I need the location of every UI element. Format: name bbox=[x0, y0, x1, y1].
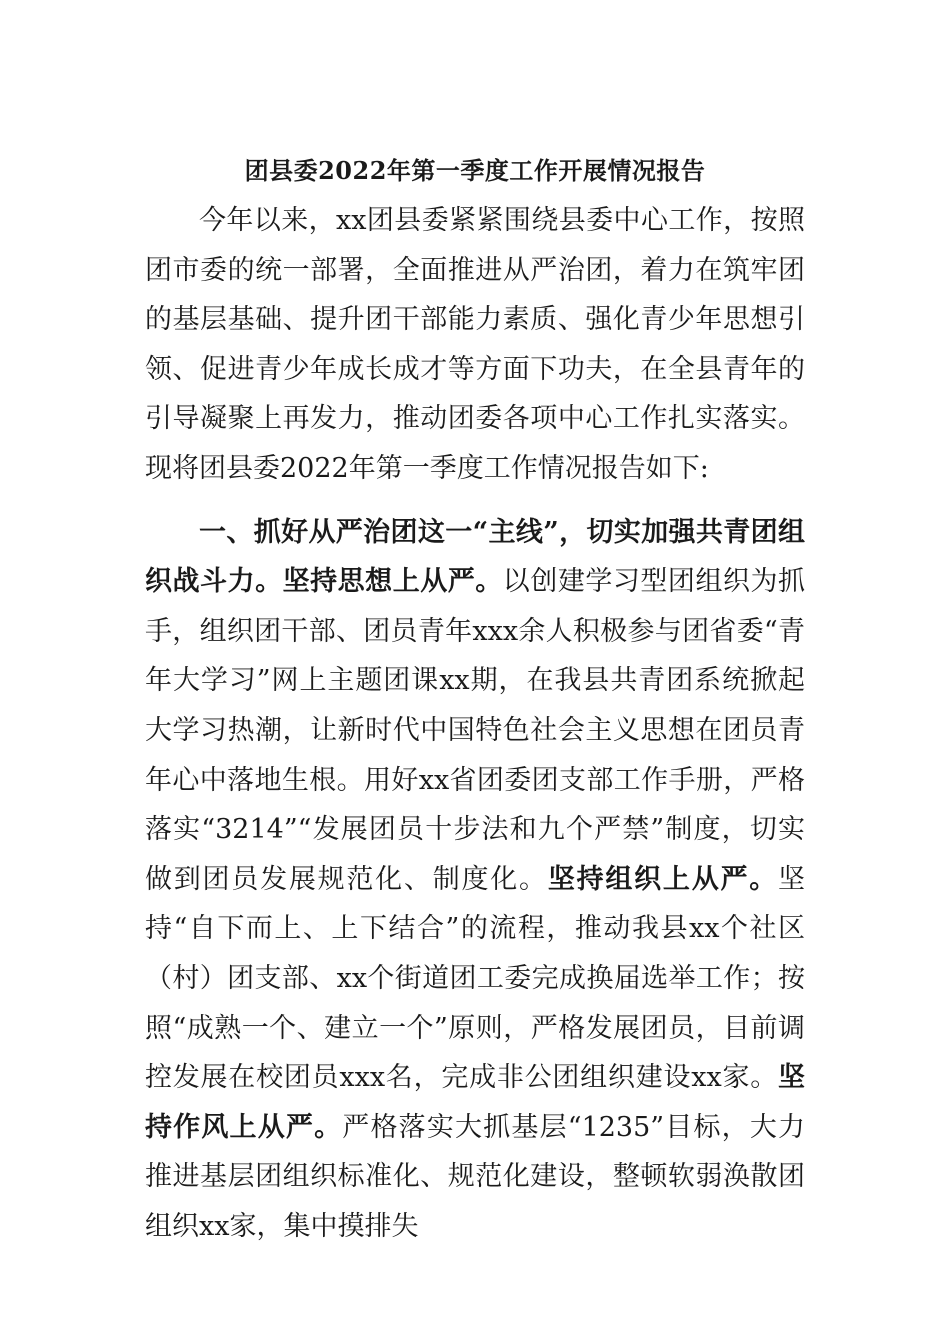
section-1-bold-c: 坚持作风上从严。 bbox=[145, 1062, 805, 1143]
section-1-bold-b: 坚持组织上从严。 bbox=[547, 863, 779, 895]
section-1-heading: 一、抓好从严治团这一“主线”，切实加强共青团组织战斗力。 bbox=[145, 516, 805, 598]
section-1-text-b: 坚持“自下而上、上下结合”的流程，推动我县xx个社区（村）团支部、xx个街道团工委完成换届选举工作；按照“成熟一个、建立一个”原则，严格发展团员，目前调控发展在校团员xxx名，完成非公团组织建设xx家。 bbox=[145, 863, 806, 1094]
document-page bbox=[145, 148, 805, 1251]
section-1-paragraph bbox=[145, 508, 805, 1252]
section-1-text-a: 以创建学习型团组织为抓手，组织团干部、团员青年xxx余人积极参与团省委“青年大学习”网上主题团课xx期，在我县共青团系统掀起大学习热潮，让新时代中国特色社会主义思想在团员青年心中落地生根。用好xx省团委团支部工作手册，严格落实“3214”“发展团员十步法和九个严禁”制度，切实做到团员发展规范化、制度化。 bbox=[145, 566, 806, 895]
intro-paragraph: 今年以来，xx团县委紧紧围绕县委中心工作，按照团市委的统一部署，全面推进从严治团，着力在筑牢团的基层基础、提升团干部能力素质、强化青少年思想引领、促进青少年成长成才等方面下功夫，在全县青年的引导凝聚上再发力，推动团委各项中心工作扎实落实。现将团县委2022年第一季度工作情况报告如下: bbox=[145, 205, 805, 484]
document-title: 团县委2022年第一季度工作开展情况报告 bbox=[244, 156, 706, 185]
section-1-bold-a: 坚持思想上从严。 bbox=[282, 566, 503, 598]
section-1-text-c: 严格落实大抓基层“1235”目标，大力推进基层团组织标准化、规范化建设，整顿软弱涣散团组织xx家，集中摸排失 bbox=[145, 1111, 806, 1242]
